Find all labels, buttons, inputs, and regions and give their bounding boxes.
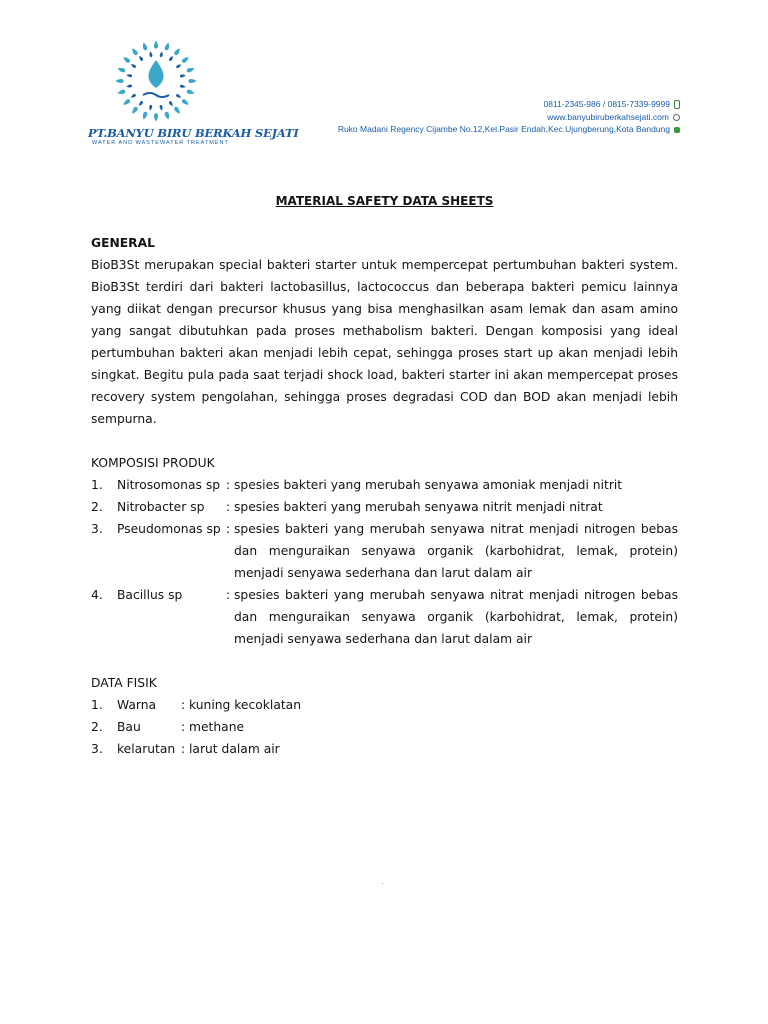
logo-ring-drop [122, 56, 131, 64]
komposisi-item-name: Nitrosomonas sp [117, 478, 221, 492]
logo-wave [143, 93, 169, 97]
contact-address-row [338, 123, 680, 136]
komposisi-item-colon: : [226, 478, 231, 492]
logo-ring-drop [149, 105, 153, 111]
komposisi-item [91, 496, 678, 518]
contact-phone-row [338, 98, 680, 111]
company-name: PT.BANYU BIRU BERKAH SEJATI [88, 126, 299, 140]
fisik-item-colon: : [181, 742, 186, 756]
komposisi-item-name: Pseudomonas sp [117, 522, 221, 536]
logo-ring-drop [131, 106, 139, 115]
logo-ring-drop [188, 79, 196, 83]
fisik-item-name: Bau [117, 720, 141, 734]
logo-ring-drop [116, 79, 124, 83]
logo-ring-drop [149, 51, 153, 57]
logo-ring-drop [159, 105, 163, 111]
logo-center-drop [148, 60, 163, 88]
komposisi-item-num: 4. [91, 588, 103, 602]
logo-ring-drop [131, 47, 139, 56]
logo-ring-drop [173, 47, 181, 56]
komposisi-item-colon: : [226, 588, 231, 602]
contact-address: Ruko Madani Regency Cijambe No.12,Kel.Pasir Endah,Kec.Ujungberung,Kota Bandung [337, 124, 670, 134]
logo-ring-drop [180, 84, 186, 88]
fisik-item [91, 694, 678, 716]
fisik-item-desc: kuning kecoklatan [189, 698, 302, 712]
komposisi-item [91, 474, 678, 496]
stray-dot [382, 883, 383, 884]
fisik-item-num: 3. [91, 742, 103, 756]
komposisi-item-desc: spesies bakteri yang merubah senyawa nitrit menjadi nitrat [234, 500, 603, 514]
contact-phone: 0811-2345-986 / 0815-7339-9999 [543, 99, 670, 109]
komposisi-item [91, 518, 678, 584]
fisik-item [91, 716, 678, 738]
komposisi-item-name: Nitrobacter sp [117, 500, 205, 514]
komposisi-item-desc: spesies bakteri yang merubah senyawa nitrat menjadi nitrogen bebas dan menguraikan senyawa organik (karbohidrat, lemak, protein) menjadi senyawa sederhana dan larut dalam air [234, 522, 678, 580]
contact-website[interactable]: www.banyubiruberkahsejati.com [547, 111, 669, 122]
komposisi-item [91, 584, 678, 650]
logo-ring-drop [138, 55, 144, 61]
document-body [91, 190, 678, 760]
fisik-item-num: 2. [91, 720, 103, 734]
company-tagline: WATER AND WASTEWATER TREATMENT [92, 140, 229, 146]
komposisi-item-num: 2. [91, 500, 103, 514]
fisik-item-desc: larut dalam air [189, 742, 280, 756]
logo-ring-drop [173, 106, 181, 115]
fisik-item-colon: : [181, 720, 186, 734]
contact-web-row [338, 111, 680, 124]
data-fisik-list [91, 694, 678, 760]
logo-ring-drop [164, 42, 170, 51]
document-title: MATERIAL SAFETY DATA SHEETS [275, 194, 494, 208]
location-icon [674, 127, 680, 133]
logo-ring-drop [142, 42, 148, 51]
fisik-item [91, 738, 678, 760]
section-heading-komposisi: KOMPOSISI PRODUK [91, 456, 215, 470]
fisik-item-colon: : [181, 698, 186, 712]
logo-ring-drop [175, 93, 181, 99]
section-heading-general: GENERAL [91, 236, 156, 250]
komposisi-item-name: Bacillus sp [117, 588, 183, 602]
komposisi-list [91, 474, 678, 650]
logo-ring-drop [176, 63, 182, 69]
logo-ring-drop [181, 56, 190, 64]
komposisi-item-desc: spesies bakteri yang merubah senyawa nitrat menjadi nitrogen bebas dan menguraikan senyawa organik (karbohidrat, lemak, protein) menjadi senyawa sederhana dan larut dalam air [234, 588, 678, 646]
logo-ring-drop [117, 67, 126, 73]
logo-ring-drop [186, 67, 195, 73]
komposisi-item-colon: : [226, 500, 231, 514]
logo-ring-drop [130, 63, 136, 69]
logo-emblem-icon [115, 40, 197, 122]
logo-ring-drop [126, 74, 132, 78]
komposisi-item-num: 1. [91, 478, 103, 492]
logo-ring-drop [164, 111, 170, 120]
komposisi-item-num: 3. [91, 522, 103, 536]
logo-ring-drop [168, 101, 174, 107]
logo-ring-drop [154, 41, 158, 49]
logo-ring-drop [142, 111, 148, 120]
fisik-item-num: 1. [91, 698, 103, 712]
logo-ring-drop [181, 98, 190, 106]
logo-ring-drop [154, 113, 158, 121]
logo-ring-drop [117, 89, 126, 95]
section-heading-data-fisik: DATA FISIK [91, 676, 157, 690]
komposisi-item-colon: : [226, 522, 231, 536]
web-icon [673, 114, 680, 121]
general-paragraph: BioB3St merupakan special bakteri starter untuk mempercepat pertumbuhan bakteri system. BioB3St terdiri dari bakteri lactobasillus, lactococcus dan beberapa bakteri pemicu lainnya yang diikat dengan precursor khusus yang bisa menghasilkan asam lemak dan asam amino yang sangat dibutuhkan pada proses methabolism bakteri. Dengan komposisi yang ideal pertumbuhan bakteri akan menjadi lebih cepat, sehingga proses start up akan menjadi lebih singkat. Begitu pula pada saat terjadi shock load, bakteri starter ini akan mempercepat proses recovery system pengolahan, sehingga proses degradasi COD dan BOD akan menjadi lebih sempurna. [91, 258, 678, 426]
fisik-item-desc: methane [189, 720, 245, 734]
contact-block [338, 98, 680, 136]
fisik-item-name: kelarutan [117, 742, 176, 756]
logo-ring-drop [122, 98, 131, 106]
phone-icon [674, 100, 680, 109]
komposisi-item-desc: spesies bakteri yang merubah senyawa amoniak menjadi nitrit [234, 478, 623, 492]
logo-ring-drop [180, 74, 186, 78]
logo-ring-drop [159, 51, 163, 57]
logo-ring-drop [168, 55, 174, 61]
logo-ring-drop [130, 93, 136, 99]
logo-ring-drop [138, 100, 144, 106]
fisik-item-name: Warna [117, 698, 157, 712]
logo-ring-drop [126, 84, 132, 88]
logo-ring-drop [186, 89, 195, 95]
